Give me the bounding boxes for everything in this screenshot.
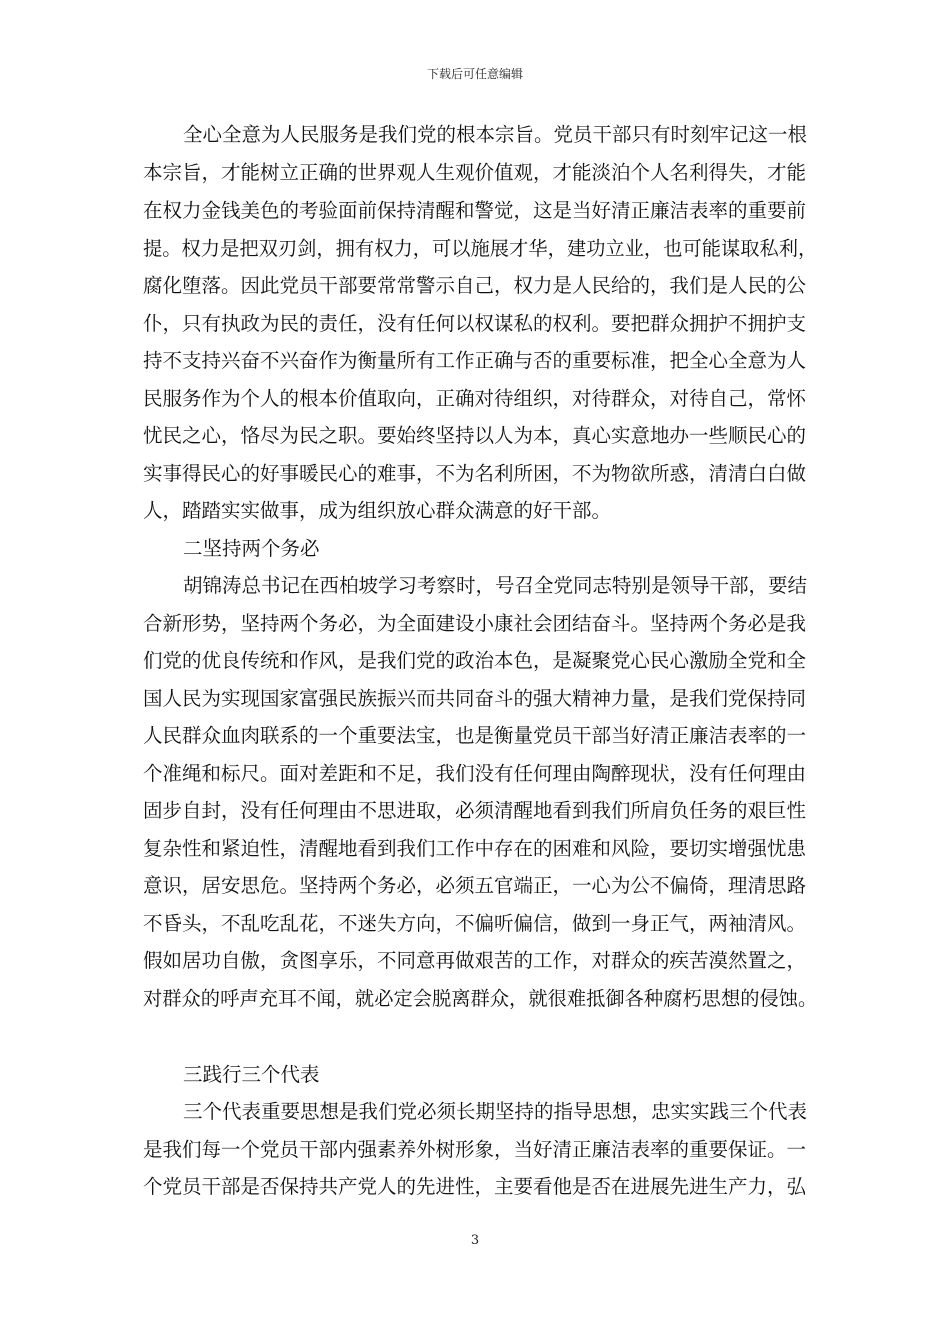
paragraph-line: 不昏头，不乱吃乱花，不迷失方向，不偏听偏信，做到一身正气，两袖清风。: [143, 912, 807, 935]
paragraph-line: 固步自封，没有任何理由不思进取，必须清醒地看到我们所肩负任务的艰巨性: [143, 799, 807, 822]
paragraph-line: 国人民为实现国家富强民族振兴而共同奋斗的强大精神力量，是我们党保持同: [143, 687, 807, 710]
paragraph-line: 假如居功自傲，贪图享乐，不同意再做艰苦的工作，对群众的疾苦漠然置之，: [143, 949, 807, 972]
paragraph-line: 民服务作为个人的根本价值取向，正确对待组织，对待群众，对待自己，常怀: [143, 387, 807, 410]
paragraph-line: 三个代表重要思想是我们党必须长期坚持的指导思想，忠实实践三个代表: [183, 1100, 808, 1123]
paragraph-line: 合新形势，坚持两个务必，为全面建设小康社会团结奋斗。坚持两个务必是我: [143, 612, 807, 635]
paragraph-line: 腐化堕落。因此党员干部要常常警示自己，权力是人民给的，我们是人民的公: [143, 274, 807, 297]
page-header-note: 下载后可任意编辑: [426, 67, 523, 81]
paragraph-line: 人民群众血肉联系的一个重要法宝，也是衡量党员干部当好清正廉洁表率的一: [143, 724, 807, 747]
section-heading: 二坚持两个务必: [183, 537, 320, 560]
paragraph-line: 人，踏踏实实做事，成为组织放心群众满意的好干部。: [143, 499, 612, 522]
paragraph-line: 复杂性和紧迫性，清醒地看到我们工作中存在的困难和风险，要切实增强忧患: [143, 837, 807, 860]
page-number: 3: [470, 1233, 480, 1248]
paragraph-line: 对群众的呼声充耳不闻，就必定会脱离群众，就很难抵御各种腐朽思想的侵蚀。: [143, 987, 818, 1010]
paragraph-line: 忧民之心，恪尽为民之职。要始终坚持以人为本，真心实意地办一些顺民心的: [143, 424, 807, 447]
paragraph-line: 仆，只有执政为民的责任，没有任何以权谋私的权利。要把群众拥护不拥护支: [143, 312, 807, 335]
paragraph-line: 个党员干部是否保持共产党人的先进性，主要看他是否在进展先进生产力，弘: [143, 1175, 807, 1198]
section-heading: 三践行三个代表: [183, 1063, 320, 1086]
paragraph-line: 在权力金钱美色的考验面前保持清醒和警觉，这是当好清正廉洁表率的重要前: [143, 199, 807, 222]
paragraph-line: 意识，居安思危。坚持两个务必，必须五官端正，一心为公不偏倚，理清思路: [143, 874, 807, 897]
paragraph-line: 实事得民心的好事暖民心的难事，不为名利所困，不为物欲所惑，清清白白做: [143, 462, 807, 485]
paragraph-line: 本宗旨，才能树立正确的世界观人生观价值观，才能淡泊个人名利得失，才能: [143, 161, 807, 184]
paragraph-line: 胡锦涛总书记在西柏坡学习考察时，号召全党同志特别是领导干部，要结: [183, 574, 808, 597]
paragraph-line: 全心全意为人民服务是我们党的根本宗旨。党员干部只有时刻牢记这一根: [183, 123, 808, 146]
paragraph-line: 提。权力是把双刃剑，拥有权力，可以施展才华，建功立业，也可能谋取私利，: [143, 237, 818, 260]
paragraph-line: 持不支持兴奋不兴奋作为衡量所有工作正确与否的重要标准，把全心全意为人: [143, 349, 807, 372]
paragraph-line: 个准绳和标尺。面对差距和不足，我们没有任何理由陶醉现状，没有任何理由: [143, 762, 807, 785]
paragraph-line: 是我们每一个党员干部内强素养外树形象，当好清正廉洁表率的重要保证。一: [143, 1138, 807, 1161]
paragraph-line: 们党的优良传统和作风，是我们党的政治本色，是凝聚党心民心激励全党和全: [143, 649, 807, 672]
